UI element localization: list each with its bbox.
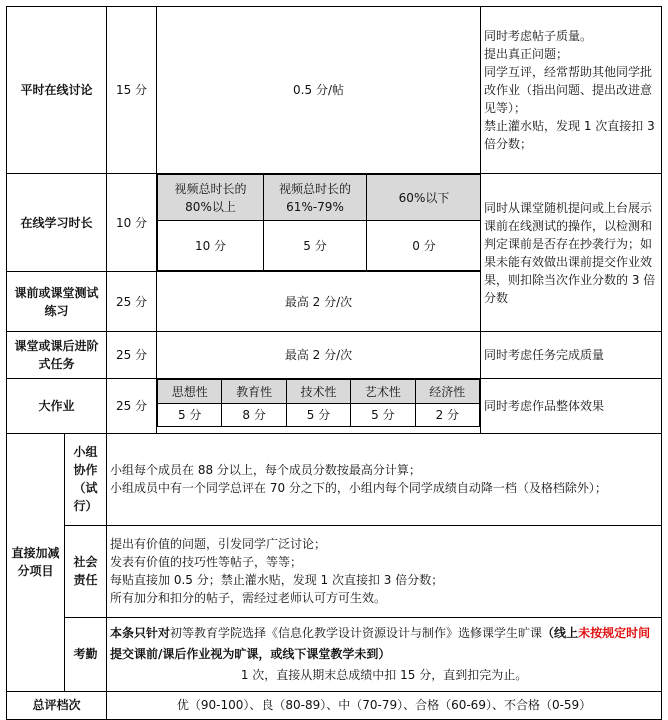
group-label: 小组协作（试行） <box>65 433 107 525</box>
project-subtable <box>157 379 480 433</box>
criterion-score-2: 8 分 <box>222 404 286 427</box>
row-forum <box>7 7 662 174</box>
forum-note-3: 同学互评，经常帮助其他同学批改作业（指出问题、提出改进意见等）； <box>484 65 653 115</box>
level-high: 视频总时长的 80%以上 <box>158 175 264 221</box>
project-note: 同时考虑作品整体效果 <box>481 379 662 434</box>
forum-notes <box>481 7 662 174</box>
attendance-deadline: 未按规定时间 <box>578 625 651 640</box>
attendance-rule <box>107 617 662 691</box>
bonus-label: 直接加减分项目 <box>7 433 65 691</box>
advanced-task-rule: 最高 2 分/次 <box>157 332 481 379</box>
attendance-scope: 初等教育学院选择《信息化教学设计资源设计与制作》选修课学生旷课 <box>170 625 543 640</box>
row-social <box>7 525 662 617</box>
group-rules <box>107 433 662 525</box>
criterion-5: 经济性 <box>415 380 479 404</box>
forum-rule: 0.5 分/帖 <box>157 7 481 174</box>
criterion-score-4: 5 分 <box>351 404 415 427</box>
attendance-online: （线上 <box>542 625 579 640</box>
study-time-levels <box>157 174 481 272</box>
score-high: 10 分 <box>158 221 264 271</box>
level-mid: 视频总时长的 61%-79% <box>264 175 367 221</box>
social-label: 社会责任 <box>65 525 107 617</box>
score-low: 0 分 <box>367 221 481 271</box>
advanced-task-points: 25 分 <box>107 332 157 379</box>
social-rules <box>107 525 662 617</box>
forum-note-4: 禁止灌水贴，发现 1 次直接扣 3 倍分数； <box>484 119 655 151</box>
forum-note-2: 提出真正问题； <box>484 47 569 61</box>
forum-note-1: 同时考虑帖子质量。 <box>484 29 593 43</box>
advanced-task-note: 同时考虑任务完成质量 <box>481 332 662 379</box>
social-rule-4: 所有加分和扣分的帖子，需经过老师认可方可生效。 <box>110 591 387 605</box>
project-criteria <box>157 379 481 434</box>
group-rule-2: 小组成员中有一个同学总评在 70 分之下的，小组内每个同学成绩自动降一档（及格档除外）； <box>110 481 607 495</box>
pre-test-points: 25 分 <box>107 272 157 332</box>
social-rule-3: 每贴直接加 0.5 分；禁止灌水贴，发现 1 次直接扣 3 倍分数； <box>110 573 444 587</box>
criterion-score-5: 2 分 <box>415 404 479 427</box>
level-low: 60%以下 <box>367 175 481 221</box>
criterion-score-3: 5 分 <box>286 404 350 427</box>
project-label: 大作业 <box>7 379 107 434</box>
row-advanced-task <box>7 332 662 379</box>
project-points: 25 分 <box>107 379 157 434</box>
attendance-absence-def: 提交课前/课后作业视为旷课，或线下课堂教学未到） <box>110 646 391 661</box>
attendance-penalty: 1 次，直接从期末总成绩中扣 15 分，直到扣完为止。 <box>240 667 528 682</box>
attendance-lead: 本条只针对 <box>110 625 171 640</box>
forum-points: 15 分 <box>107 7 157 174</box>
attendance-label: 考勤 <box>65 617 107 691</box>
row-group <box>7 433 662 525</box>
grades-label: 总评档次 <box>7 691 107 719</box>
row-study-time <box>7 174 662 272</box>
row-attendance <box>7 617 662 691</box>
criterion-4: 艺术性 <box>351 380 415 404</box>
row-grades <box>7 691 662 719</box>
shared-note: 同时从课堂随机提问或上台展示课前在线测试的操作，以检测和判定课前是否存在抄袭行为；如果未能有效做出课前提交作业效果，则扣除当次作业分数的 3 倍分数 <box>481 174 662 332</box>
criterion-2: 教育性 <box>222 380 286 404</box>
score-mid: 5 分 <box>264 221 367 271</box>
group-rule-1: 小组每个成员在 88 分以上，每个成员分数按最高分计算； <box>110 463 421 477</box>
study-time-subtable <box>157 174 481 271</box>
study-time-points: 10 分 <box>107 174 157 272</box>
study-time-label: 在线学习时长 <box>7 174 107 272</box>
forum-label: 平时在线讨论 <box>7 7 107 174</box>
grades-text: 优（90-100）、良（80-89）、中（70-79）、合格（60-69）、不合格（0-59） <box>107 691 662 719</box>
social-rule-2: 发表有价值的技巧性等帖子，等等； <box>110 555 303 569</box>
grading-rubric-table <box>6 6 662 720</box>
criterion-score-1: 5 分 <box>158 404 222 427</box>
social-rule-1: 提出有价值的问题，引发同学广泛讨论； <box>110 537 327 551</box>
pre-test-label: 课前或课堂测试练习 <box>7 272 107 332</box>
criterion-1: 思想性 <box>158 380 222 404</box>
criterion-3: 技术性 <box>286 380 350 404</box>
advanced-task-label: 课堂或课后进阶式任务 <box>7 332 107 379</box>
pre-test-rule: 最高 2 分/次 <box>157 272 481 332</box>
row-project <box>7 379 662 434</box>
